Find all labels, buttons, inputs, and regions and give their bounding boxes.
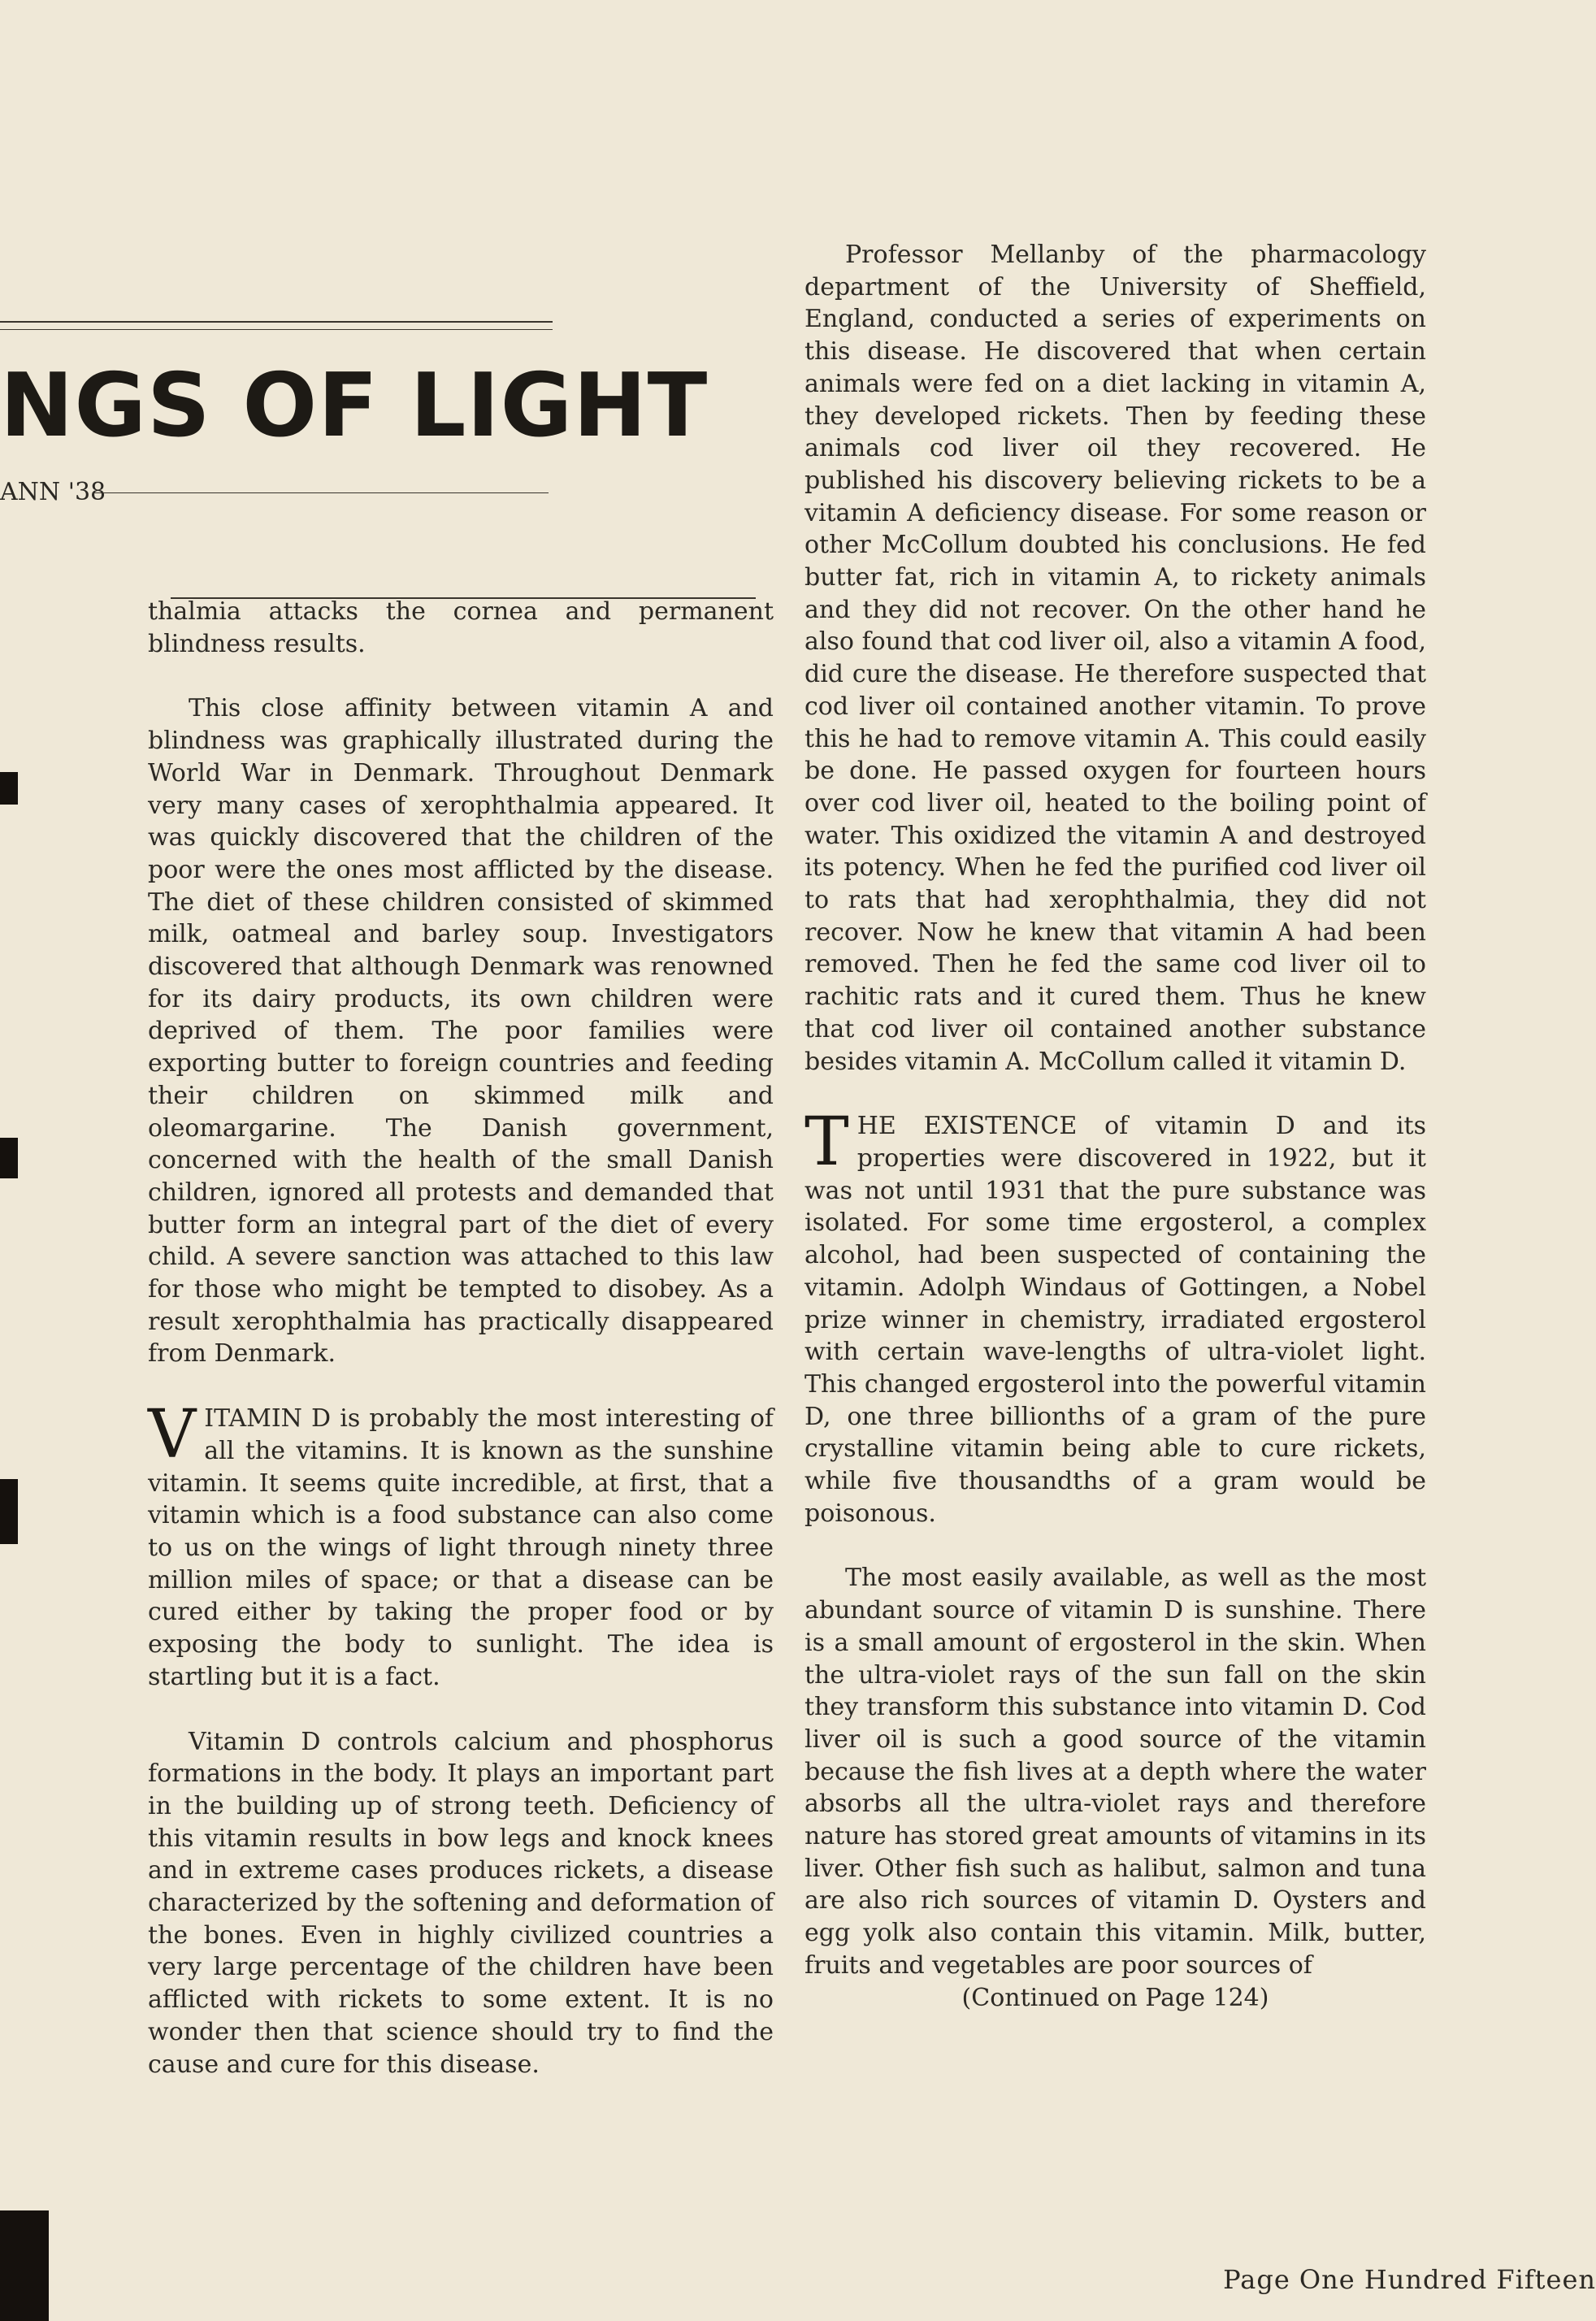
body-paragraph — [805, 1104, 1426, 1529]
page-edge-mark — [0, 2210, 49, 2321]
page-number: Page One Hundred Fifteen — [1223, 2264, 1596, 2295]
body-paragraph: The most easily available, as well as the most abundant source of vitamin D is sunshine. There is a small amount of ergosterol in the skin. When the ultra-violet rays of the sun fall on the skin they transform this substance into vitamin D. Cod liver oil is such a good source of the vitamin because the fish lives at a depth where the water absorbs all the ultra-violet rays and therefore nature has stored great amounts of vitamins in its liver. Other fish such as halibut, salmon and tuna are also rich sources of vitamin D. Oysters and egg yolk also contain this vitamin. Milk, butter, fruits and vegetables are poor sources of — [805, 1564, 1426, 1980]
right-column — [805, 239, 1426, 2014]
body-paragraph-text: ITAMIN D is probably the most interesting of all the vitamins. It is known as the sunshine vitamin. It seems quite incredible, at first, that a vitamin which is a food substance can also come to us on the wings of light through ninety three million miles of space; or that a disease can be cured either by taking the proper food or by exposing the body to sunlight. The idea is startling but it is a fact. — [148, 1404, 774, 1691]
continued-note: (Continued on Page 124) — [961, 1983, 1269, 2012]
byline-rule — [93, 492, 549, 493]
body-paragraph: This close affinity between vitamin A and blindness was graphically illustrated during the World War in Denmark. Throughout Denmark very many cases of xerophthalmia appeared. It was quickly discovered that the children of the poor were the ones most afflicted by the disease. The diet of these children consisted of skimmed milk, oatmeal and barley soup. Investigators discovered that although Denmark was renowned for its dairy products, its own children were deprived of them. The poor families were exporting butter to foreign countries and feeding their children on skimmed milk and oleomargarine. The Danish government, concerned with the health of the small Danish children, ignored all protests and demanded that butter form an integral part of the diet of every child. A severe sanction was attached to this law for those who might be tempted to disobey. As a result xerophthalmia has practically disappeared from Denmark. — [148, 694, 774, 1369]
body-paragraph: Professor Mellanby of the pharmacology department of the University of Sheffield, England, conducted a series of experiments on this disease. He discovered that when certain animals were fed on a diet lacking in vitamin A, they developed rickets. Then by feeding these animals cod liver oil they recovered. He published his discovery believing rickets to be a vitamin A deficiency disease. For some reason or other McCollum doubted his conclusions. He fed butter fat, rich in vitamin A, to rickety animals and they did not recover. On the other hand he also found that cod liver oil, also a vitamin A food, did cure the disease. He therefore suspected that cod liver oil contained another vitamin. To prove this he had to remove vitamin A. This could easily be done. He passed oxygen for fourteen hours over cod liver oil, heated to the boiling point of water. This oxidized the vitamin A and destroyed its potency. When he fed the purified cod liver oil to rats that had xerophthalmia, they did not recover. Now he knew that vitamin A had been removed. Then he fed the same cod liver oil to rachitic rats and it cured them. Thus he knew that cod liver oil contained another substance besides vitamin A. McCollum called it vitamin D. — [805, 241, 1426, 1076]
author-byline: ANN '38 — [0, 478, 106, 506]
page-edge-mark — [0, 1479, 18, 1544]
left-column — [148, 596, 774, 2080]
page-edge-mark — [0, 1138, 18, 1178]
page-edge-mark — [0, 772, 18, 805]
body-paragraph-text: HE EXISTENCE of vitamin D and its properties were discovered in 1922, but it was not until 1931 that the pure substance was isolated. For some time ergosterol, a complex alcohol, had been suspected of containing the vitamin. Adolph Windaus of Gottingen, a Nobel prize winner in chemistry, irradiated ergosterol with certain wave-lengths of ultra-violet light. This changed ergosterol into the powerful vitamin D, one three billionths of a gram of the pure crystalline vitamin being able to cure rickets, while five thousandths of a gram would be poisonous. — [805, 1112, 1426, 1528]
drop-cap: V — [148, 1396, 197, 1474]
body-paragraph: Vitamin D controls calcium and phosphorus formations in the body. It plays an important part in the building up of strong teeth. Deficiency of this vitamin results in bow legs and knock knees and in extreme cases produces rickets, a disease characterized by the softening and deformation of the bones. Even in highly civilized countries a very large percentage of the children have been afflicted with rickets to some extent. It is no wonder then that science should try to find the cause and cure for this disease. — [148, 1727, 774, 2079]
drop-cap: T — [805, 1104, 849, 1182]
header-rule-top — [0, 321, 553, 323]
body-paragraph: thalmia attacks the cornea and permanent blindness results. — [148, 597, 774, 658]
page-title: NGS OF LIGHT — [0, 355, 709, 457]
body-paragraph — [148, 1396, 774, 1693]
header-rule-top-inner — [0, 329, 553, 330]
